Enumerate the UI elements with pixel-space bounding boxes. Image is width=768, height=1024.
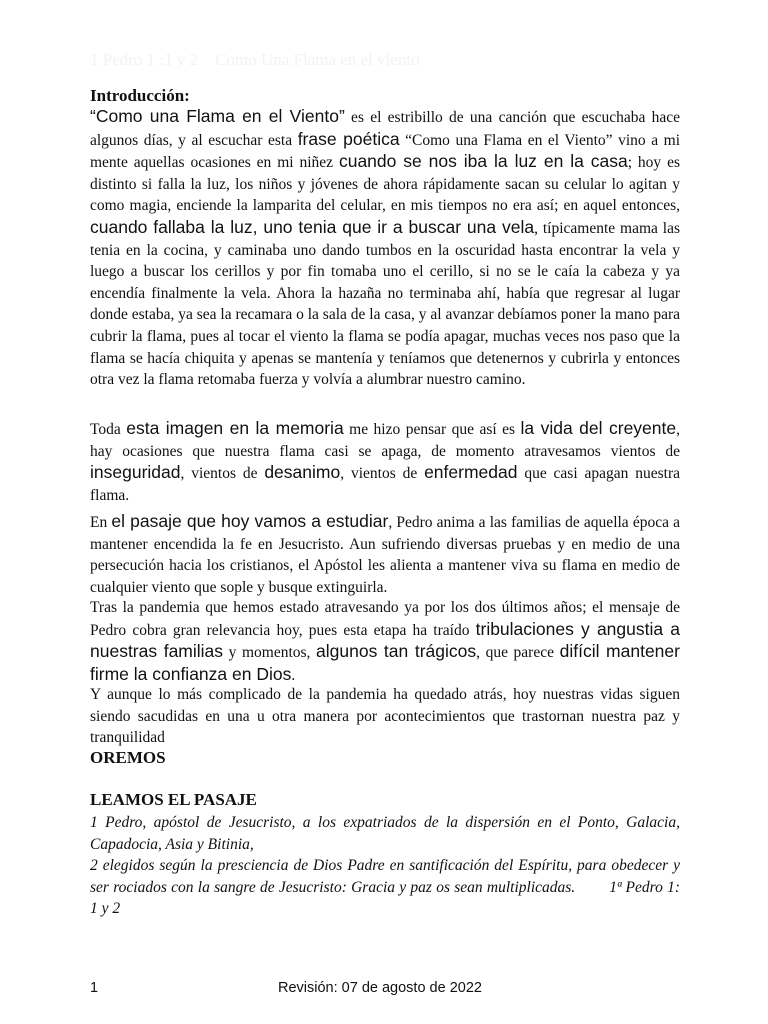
leamos-heading: LEAMOS EL PASAJE: [90, 790, 257, 809]
body-text: , vientos de: [180, 465, 265, 483]
body-text: , Pedro anima a las familias de aquella época a mantener encendida la fe en Jesucristo. Aun sufriendo diversas pruebas y en medio de una persecución hacia los cristianos, el Apóstol les alienta a mantener viva su flama en medio de cualquier viento que sople y busque extinguirla.: [90, 514, 680, 596]
emphasis-text: inseguridad: [90, 462, 181, 483]
emphasis-text: el pasaje que hoy vamos a estudiar: [111, 511, 389, 531]
body-text: es el estribillo de una canción que escuchaba hace algunos días, y al escuchar esta: [90, 109, 681, 149]
body-text: , típicamente mama las tenia en la cocina, y caminaba uno dando tumbos en la oscuridad hasta encontrar la vela y luego a buscar los cerillos y por fin tomaba uno el cerillo, si no se le caía la cabeza y ya encendía finalmente la vela. Ahora la hazaña no terminaba ahí, había que regresar al lugar donde estaba, ya sea la recamara o la sala de la casa, y al avanzar debíamos poner la mano para cubrir la flama, pues al tocar el viento la flama se podía apagar, muchas veces nos paso que la flama se hacía chiquita y apenas se mantenía y teníamos que detenernos y cubrirla y entonces otra vez la flama retomaba fuerza y volvía a alumbrar nuestro camino.: [90, 219, 681, 389]
body-text: me hizo pensar que así es: [343, 421, 521, 438]
body-text: , que parece: [476, 644, 560, 662]
revision-date: Revisión: 07 de agosto de 2022: [278, 980, 482, 996]
intro-paragraph: [90, 106, 680, 391]
body-text: , hay ocasiones que nuestra flama casi se apaga, de momento atravesamos vientos de: [90, 421, 680, 460]
body-text: En: [90, 514, 112, 531]
verse-2: [90, 855, 680, 920]
scripture-passage: [90, 812, 680, 920]
oremos-heading: OREMOS: [90, 748, 166, 767]
emphasis-text: frase poética: [297, 128, 400, 149]
body-text: que casi apagan nuestra flama.: [90, 465, 681, 504]
body-text: y momentos,: [223, 644, 317, 662]
body-text: “Como una Flama en el Viento” vino a mi mente aquellas ocasiones en mi niñez: [90, 131, 680, 172]
page-number: 1: [90, 980, 99, 996]
closing-paragraph: Y aunque lo más complicado de la pandemia ha quedado atrás, hoy nuestras vidas siguen siendo sacudidas en una u otra manera por acontecimientos que trastornan nuestra paz y tranquilidad: [90, 686, 680, 747]
emphasis-text: tribulaciones y angustia a nuestras familias: [90, 618, 680, 662]
body-text: Toda: [90, 421, 127, 438]
body-text: Tras la pandemia que hemos estado atravesando ya por los dos últimos años; el mensaje de Pedro cobra gran relevancia hoy, pues esta etapa ha traído: [90, 599, 680, 639]
passage-paragraph: [90, 511, 680, 598]
emphasis-text: la vida del creyente: [520, 418, 677, 438]
document-title: 1 Pedro 1 :1 y 2 Como Una Flama en el viento: [90, 50, 420, 69]
believer-paragraph: [90, 418, 680, 506]
body-text: , vientos de: [340, 465, 425, 483]
pandemic-paragraph: [90, 597, 680, 686]
emphasis-text: difícil mantener firme la confianza en Dios: [90, 641, 680, 684]
verse-1: 1 Pedro, apóstol de Jesucristo, a los expatriados de la dispersión en el Ponto, Galacia, Capadocia, Asia y Bitinia,: [90, 814, 680, 853]
verse-reference: 1ª Pedro 1: 1 y 2: [90, 878, 681, 918]
emphasis-text: desanimo: [264, 462, 341, 483]
emphasis-text: “Como una Flama en el Viento”: [90, 106, 345, 126]
emphasis-text: cuando fallaba la luz, uno tenia que ir a buscar una vela: [90, 216, 535, 237]
emphasis-text: esta imagen en la memoria: [126, 418, 344, 438]
introduction-heading: Introducción:: [90, 86, 190, 105]
emphasis-text: enfermedad: [424, 462, 518, 483]
verse-2-text: 2 elegidos según la presciencia de Dios Padre en santificación del Espíritu, para obedecer y ser rociados con la sangre de Jesucristo: Gracia y paz os sean multiplicadas.: [90, 857, 680, 896]
emphasis-text: algunos tan trágicos: [316, 641, 477, 662]
body-text: .: [291, 666, 296, 684]
emphasis-text: cuando se nos iba la luz en la casa: [338, 151, 628, 172]
body-text: ; hoy es distinto si falla la luz, los niños y jóvenes de ahora rápidamente sacan su celular lo agitan y como magia, enciende la lamparita del celular, en mis tiempos no era así; en aquel entonces,: [90, 154, 681, 215]
